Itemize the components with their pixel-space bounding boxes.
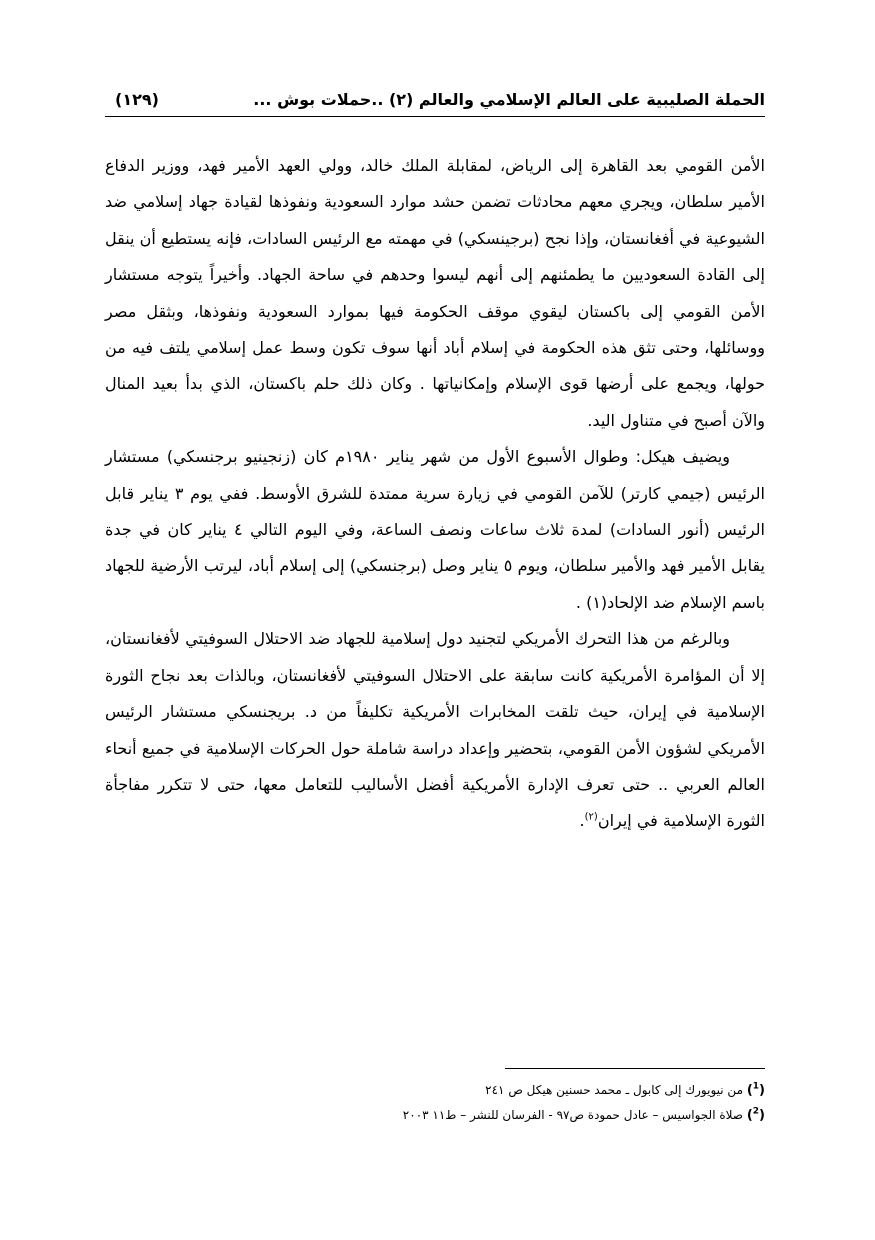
document-page: [105, 0, 765, 1240]
footnote-marker: ($^1$): [746, 1081, 765, 1098]
footnote-item: [105, 1103, 765, 1128]
page-number: (١٢٩): [115, 90, 159, 109]
footnote-reference[interactable]: (٢): [584, 811, 598, 823]
running-title: الحملة الصليبية على العالم الإسلامي والعالم (٢) ..حملات بوش ...: [253, 90, 765, 109]
paragraph: [105, 621, 765, 839]
paragraph-text: وبالرغم من هذا التحرك الأمريكي لتجنيد دول إسلامية للجهاد ضد الاحتلال السوفيتي لأفغانستان، إلا أن المؤامرة الأمريكية كانت سابقة على الاحتلال السوفيتي لأفغانستان، وبالذات بعد نجاح الثورة الإسلامية في إيران، حيث تلقت المخابرات الأمريكية تكليفاً من د. بريجنسكي مستشار الرئيس الأمريكي لشؤون الأمن القومي، بتحضير وإعداد دراسة شاملة حول الحركات الإسلامية في جميع أنحاء العالم العربي .. حتى تعرف الإدارة الأمريكية أفضل الأساليب للتعامل معها، حتى لا تتكرر مفاجأة الثورة الإسلامية في إيران: [105, 629, 765, 831]
body-text: [105, 148, 765, 840]
footnote-marker: ($^2$): [746, 1106, 765, 1123]
footnote-item: [105, 1078, 765, 1103]
paragraph-end: .: [579, 811, 585, 831]
footnote-separator: [505, 1068, 765, 1069]
footnote-text: من نيويورك إلى كابول ـ محمد حسنين هيكل ص ٢٤١: [485, 1083, 743, 1097]
running-header: [105, 86, 765, 117]
footnotes: [105, 1078, 765, 1128]
paragraph: ويضيف هيكل: وطوال الأسبوع الأول من شهر يناير ١٩٨٠م كان (زنجينيو برجنسكي) مستشار الرئيس (جيمي كارتر) للآمن القومي في زيارة سرية ممتدة للشرق الأوسط. ففي يوم ٣ يناير قابل الرئيس (أنور السادات) لمدة ثلاث ساعات ونصف الساعة، وفي اليوم التالي ٤ يناير كان في جدة يقابل الأمير فهد والأمير سلطان، ويوم ٥ يناير وصل (برجنسكي) إلى إسلام أباد، ليرتب الأرضية للجهاد باسم الإسلام ضد الإلحاد(١) .: [105, 447, 766, 612]
footnote-text: صلاة الجواسيس – عادل حمودة ص٩٧ - الفرسان للنشر – ط١١ ٢٠٠٣: [402, 1108, 743, 1122]
paragraph: الأمن القومي بعد القاهرة إلى الرياض، لمقابلة الملك خالد، وولي العهد الأمير فهد، ووزير الدفاع الأمير سلطان، ويجري معهم محادثات تضمن حشد موارد السعودية ونفوذها لقيادة جهاد إسلامي ضد الشيوعية في أفغانستان، وإذا نجح (برجينسكي) في مهمته مع الرئيس السادات، فإنه يستطيع أن ينقل إلى القادة السعوديين ما يطمئنهم إلى أنهم ليسوا وحدهم في ساحة الجهاد. وأخيراً يتوجه مستشار الأمن القومي إلى باكستان ليقوي موقف الحكومة فيها بموارد السعودية ونفوذها، وبثقل مصر ووسائلها، وحتى تثق هذه الحكومة في إسلام أباد أنها سوف تكون وسط عمل إسلامي يلتف فيه من حولها، ويجمع على أرضها قوى الإسلام وإمكانياتها . وكان ذلك حلم باكستان، الذي بدأ بعيد المنال والآن أصبح في متناول اليد.: [105, 156, 765, 430]
